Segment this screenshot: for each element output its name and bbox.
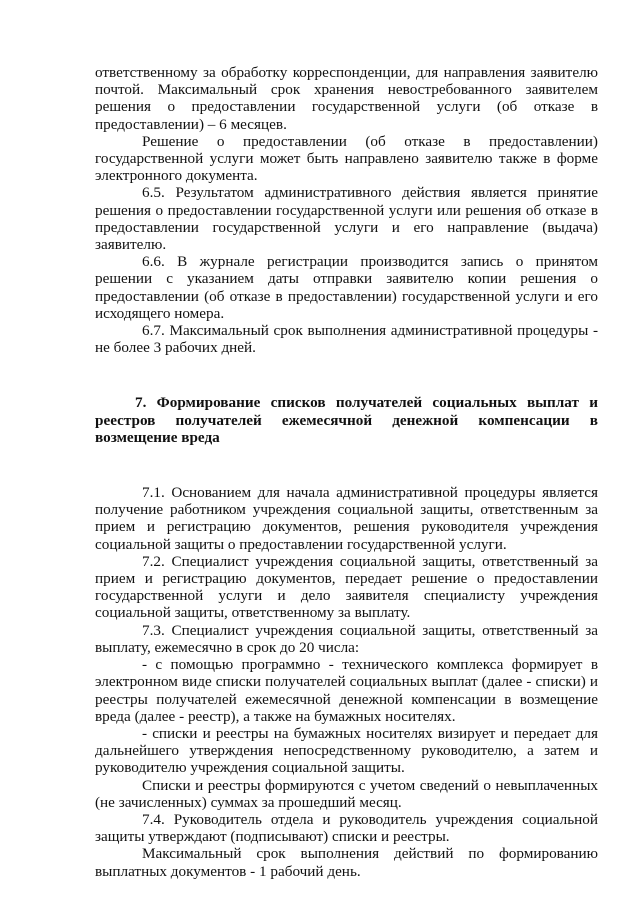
spacer	[95, 356, 598, 394]
paragraph-7-3: 7.3. Специалист учреждения социальной защиты, ответственный за выплату, ежемесячно в срок до 20 числа:	[95, 621, 598, 656]
paragraph-max-term: Максимальный срок выполнения действий по формированию выплатных документов - 1 рабочий день.	[95, 845, 598, 880]
paragraph-7-4: 7.4. Руководитель отдела и руководитель учреждения социальной защиты утверждают (подписывают) списки и реестры.	[95, 810, 598, 846]
list-item-forms-lists: - с помощью программно - технического комплекса формирует в электронном виде списки получателей социальных выплат (далее - списки) и реестры получателей ежемесячной денежной компенсации в возмещение вреда (далее - реестр), а также на бумажных носителях.	[95, 656, 598, 725]
paragraph-7-1: 7.1. Основанием для начала административной процедуры является получение работником учреждения социальной защиты, ответственным за прием и регистрацию документов, решения руководителя учреждения социальной защиты о предоставлении государственной услуги.	[95, 484, 598, 553]
list-item-endorses: - списки и реестры на бумажных носителях визирует и передает для дальнейшего утверждения непосредственному руководителю, а затем и руководителю учреждения социальной защиты.	[95, 724, 598, 777]
paragraph-continuation: ответственному за обработку корреспонденции, для направления заявителю почтой. Максимальный срок хранения невостребованного заявителем решения о предоставлении государственной услуги (об отказе в предоставлении) – 6 месяцев.	[95, 64, 598, 133]
paragraph-electronic-form: Решение о предоставлении (об отказе в предоставлении) государственной услуги может быть направлено заявителю также в форме электронного документа.	[95, 132, 598, 185]
paragraph-lists-note: Списки и реестры формируются с учетом сведений о невыплаченных (не зачисленных) суммах за прошедший месяц.	[95, 776, 598, 811]
document-body	[95, 64, 598, 880]
paragraph-7-2: 7.2. Специалист учреждения социальной защиты, ответственный за прием и регистрацию документов, передает решение о предоставлении государственной услуги и дело заявителя специалисту учреждения социальной защиты, ответственному за выплату.	[95, 552, 598, 622]
paragraph-6-6: 6.6. В журнале регистрации производится запись о принятом решении с указанием даты отправки заявителю копии решения о предоставлении (об отказе в предоставлении) государственной услуги и его исходящего номера.	[95, 253, 598, 322]
paragraph-6-5: 6.5. Результатом административного действия является принятие решения о предоставлении государственной услуги или решения об отказе в предоставлении государственной услуги и его направление (выдача) заявителю.	[95, 184, 598, 254]
spacer	[95, 446, 598, 484]
paragraph-6-7: 6.7. Максимальный срок выполнения административной процедуры - не более 3 рабочих дней.	[95, 322, 598, 357]
section-heading: 7. Формирование списков получателей социальных выплат и реестров получателей ежемесячной денежной компенсации в возмещение вреда	[95, 394, 598, 446]
